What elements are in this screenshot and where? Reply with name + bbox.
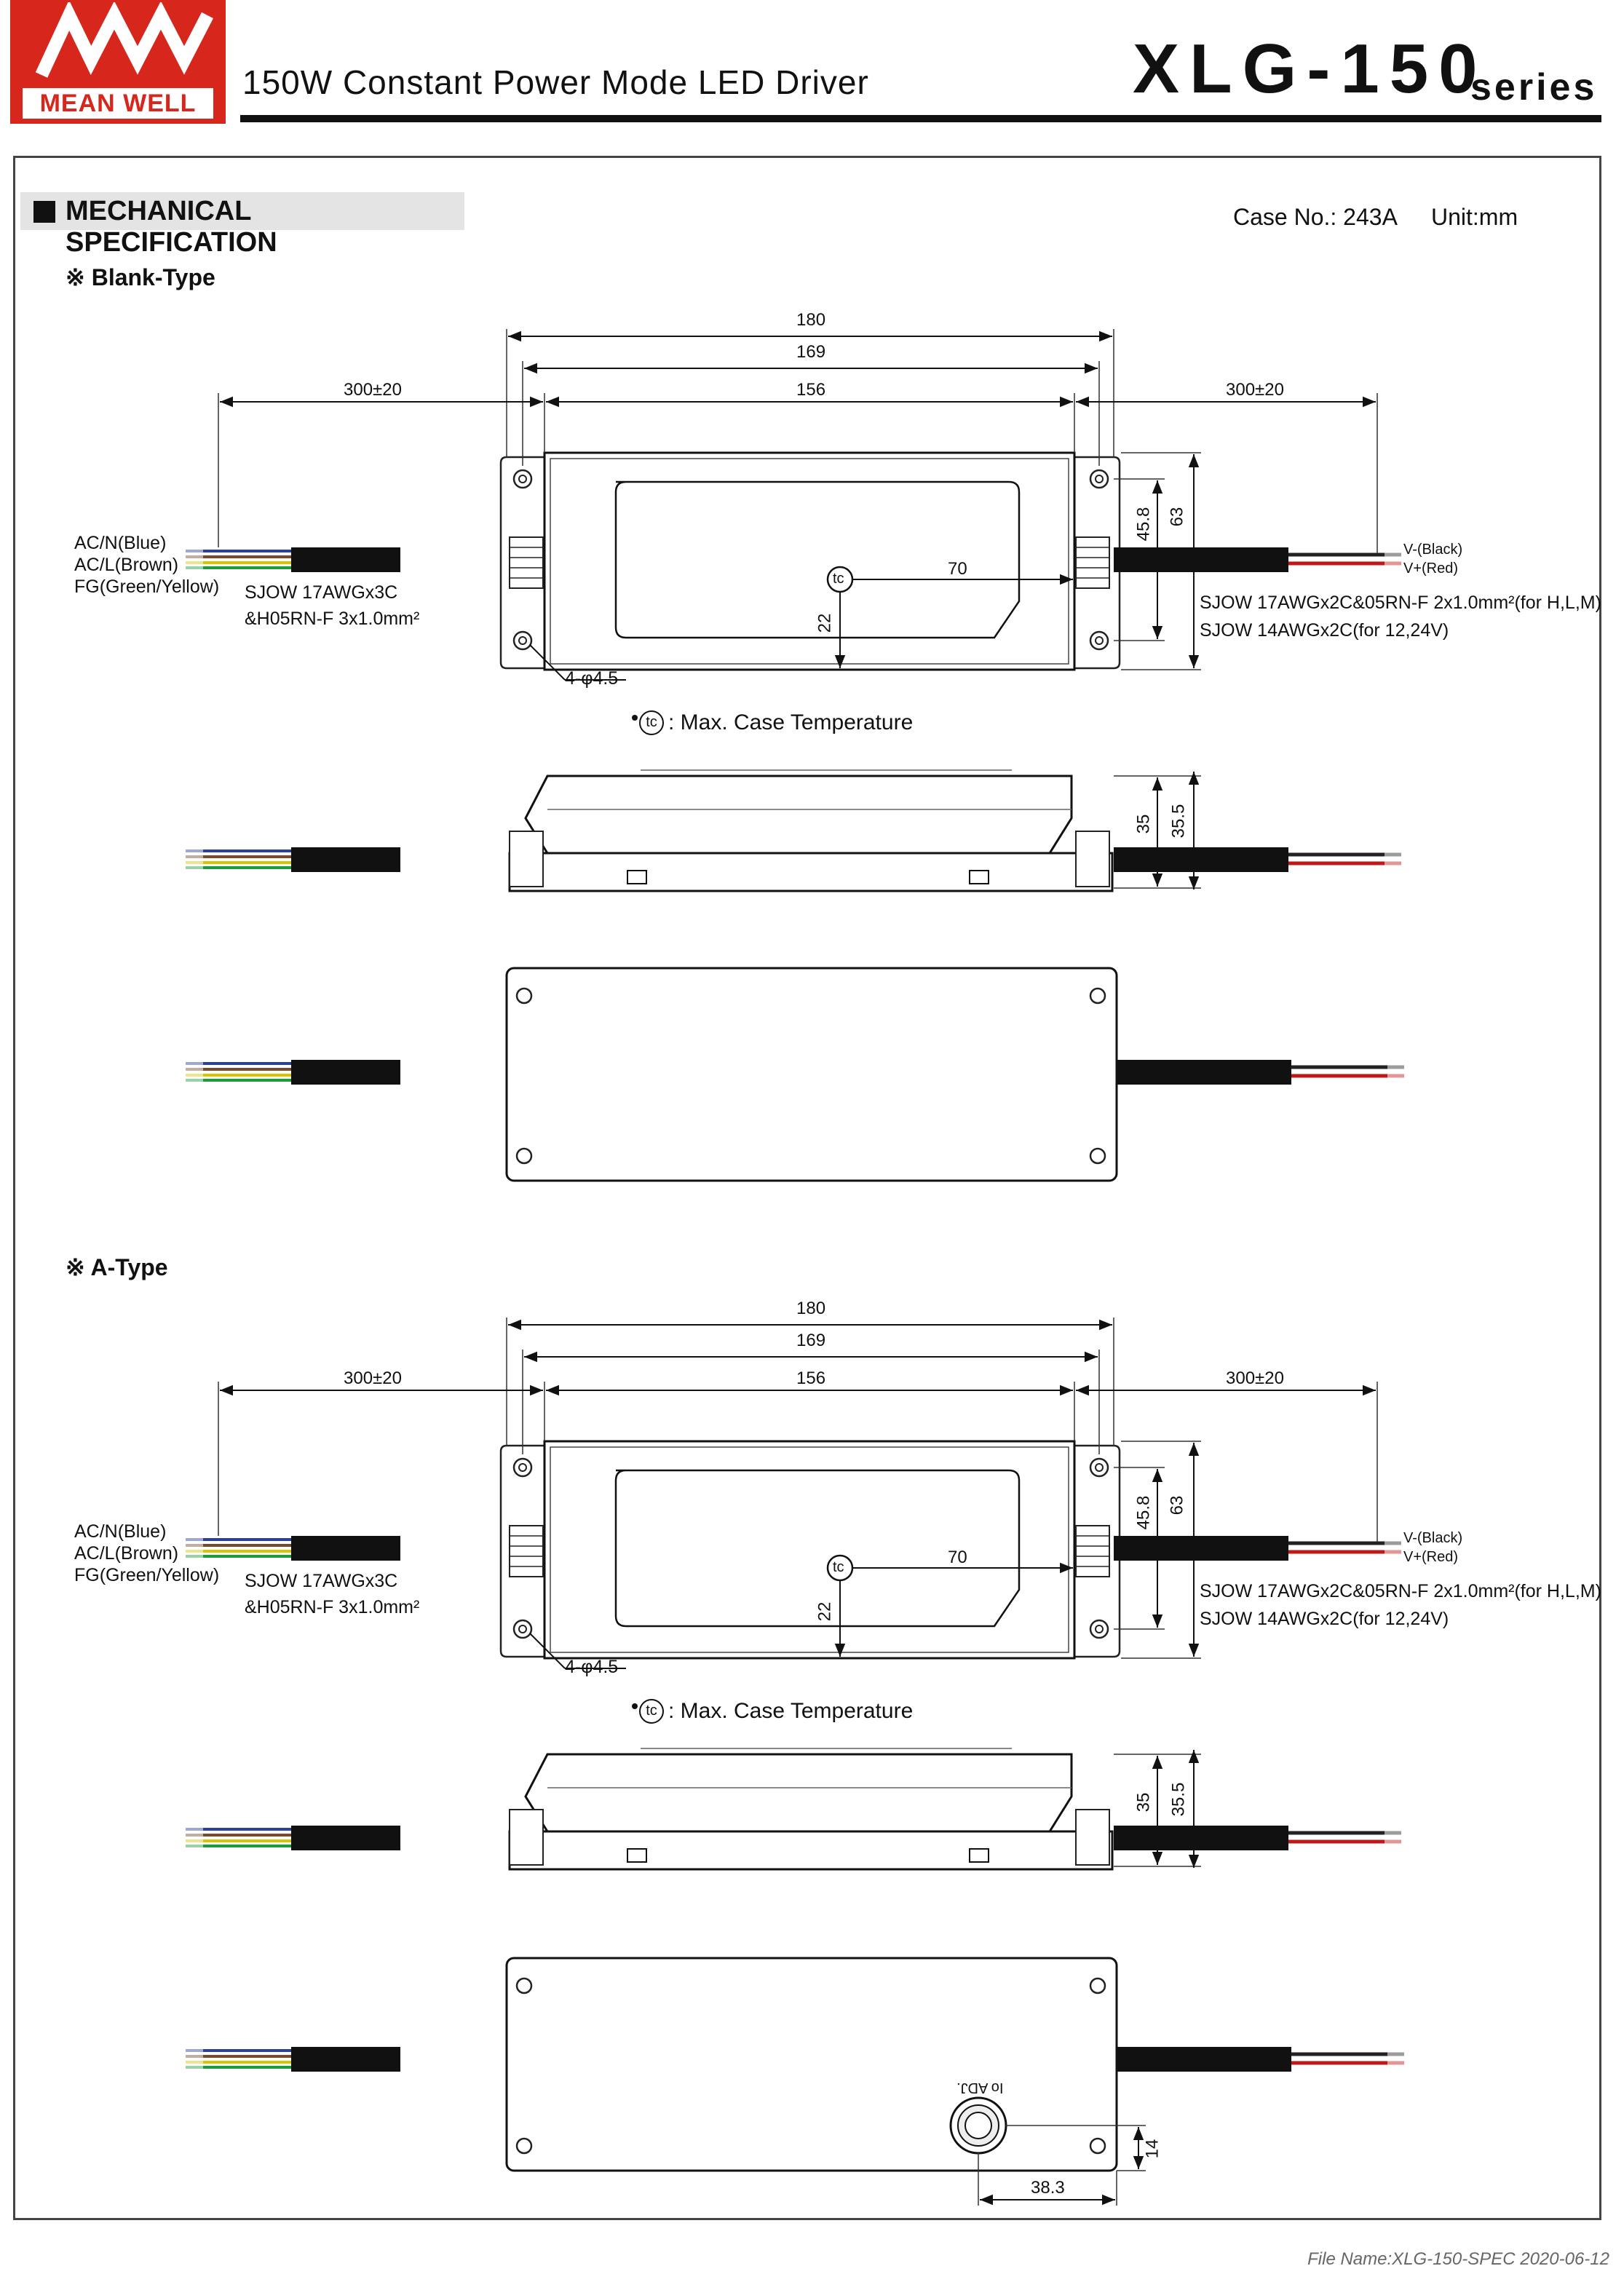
input-cable-spec-1: SJOW 17AWGx3C	[245, 582, 398, 603]
dim-70: 70	[948, 559, 967, 579]
mounting-holes-label: 4-φ4.5	[565, 1657, 619, 1677]
input-cable-spec-1: SJOW 17AWGx3C	[245, 1571, 398, 1591]
dim-156: 156	[796, 1368, 826, 1388]
output-cable-spec-1: SJOW 17AWGx2C&05RN-F 2x1.0mm²(for H,L,M)	[1200, 1581, 1601, 1601]
blank-bottom-view	[186, 968, 1405, 1181]
bullet-icon	[632, 715, 638, 721]
dim-45-8: 45.8	[1133, 1495, 1154, 1530]
input-cable-spec-2: &H05RN-F 3x1.0mm²	[245, 1597, 420, 1617]
output-cable-spec-1: SJOW 17AWGx2C&05RN-F 2x1.0mm²(for H,L,M)	[1200, 593, 1601, 613]
dim-35-5: 35.5	[1168, 804, 1189, 839]
dim-38-3: 38.3	[1031, 2178, 1065, 2198]
logo-wordmark: MEAN WELL	[23, 88, 213, 119]
a-type-side-view	[186, 1748, 1402, 1869]
dim-63: 63	[1167, 1495, 1187, 1516]
footer-file-name: File Name:XLG-150-SPEC 2020-06-12	[1307, 2249, 1609, 2269]
tc-marker-label: tc	[833, 1559, 844, 1575]
unit-label: Unit:mm	[1431, 204, 1518, 230]
dim-180: 180	[796, 310, 826, 330]
dim-right-cable: 300±20	[1226, 380, 1284, 400]
dim-right-cable: 300±20	[1226, 1368, 1284, 1388]
output-cable-spec-2: SJOW 14AWGx2C(for 12,24V)	[1200, 620, 1449, 641]
fg-label: FG(Green/Yellow)	[74, 1565, 220, 1585]
io-adj-label: Io ADJ.	[956, 2080, 1004, 2096]
dim-35: 35	[1133, 814, 1154, 834]
v-plus-label: V+(Red)	[1403, 1549, 1459, 1565]
v-plus-label: V+(Red)	[1403, 560, 1459, 577]
input-cable-spec-2: &H05RN-F 3x1.0mm²	[245, 609, 420, 629]
series-name: XLG-150	[1133, 30, 1488, 108]
tc-marker-label: tc	[833, 571, 844, 587]
tc-note-symbol: tc	[639, 1699, 664, 1724]
tc-note-text: : Max. Case Temperature	[668, 710, 914, 734]
dim-156: 156	[796, 380, 826, 400]
dim-63: 63	[1167, 507, 1187, 527]
ac-l-label: AC/L(Brown)	[74, 555, 179, 575]
dim-left-cable: 300±20	[344, 1368, 402, 1388]
dim-35: 35	[1133, 1792, 1154, 1813]
fg-label: FG(Green/Yellow)	[74, 577, 220, 597]
blank-side-view	[186, 770, 1402, 891]
dim-22: 22	[815, 613, 835, 633]
v-minus-label: V-(Black)	[1403, 1530, 1463, 1546]
output-cable-spec-2: SJOW 14AWGx2C(for 12,24V)	[1200, 1609, 1449, 1629]
ac-l-label: AC/L(Brown)	[74, 1543, 179, 1564]
bullet-icon	[632, 1703, 638, 1709]
dim-180: 180	[796, 1299, 826, 1318]
dim-left-cable: 300±20	[344, 380, 402, 400]
a-type-heading: ※ A-Type	[66, 1254, 168, 1280]
dim-35-5: 35.5	[1168, 1782, 1189, 1817]
dim-70: 70	[948, 1548, 967, 1567]
v-minus-label: V-(Black)	[1403, 542, 1463, 558]
case-number: Case No.: 243A	[1233, 204, 1398, 230]
dim-169: 169	[796, 1331, 826, 1350]
blank-type-heading: ※ Blank-Type	[66, 264, 215, 290]
tc-note-text: : Max. Case Temperature	[668, 1699, 914, 1723]
series-suffix: series	[1470, 66, 1598, 108]
dim-45-8: 45.8	[1133, 507, 1154, 542]
product-title: 150W Constant Power Mode LED Driver	[242, 63, 869, 101]
mounting-holes-label: 4-φ4.5	[565, 668, 619, 689]
dim-14: 14	[1142, 2139, 1162, 2159]
section-title: MECHANICAL SPECIFICATION	[66, 196, 277, 258]
ac-n-label: AC/N(Blue)	[74, 533, 167, 553]
dim-169: 169	[796, 342, 826, 362]
tc-note-symbol: tc	[639, 710, 664, 735]
dim-22: 22	[815, 1601, 835, 1622]
a-type-bottom-view	[186, 1958, 1405, 2206]
ac-n-label: AC/N(Blue)	[74, 1521, 167, 1542]
